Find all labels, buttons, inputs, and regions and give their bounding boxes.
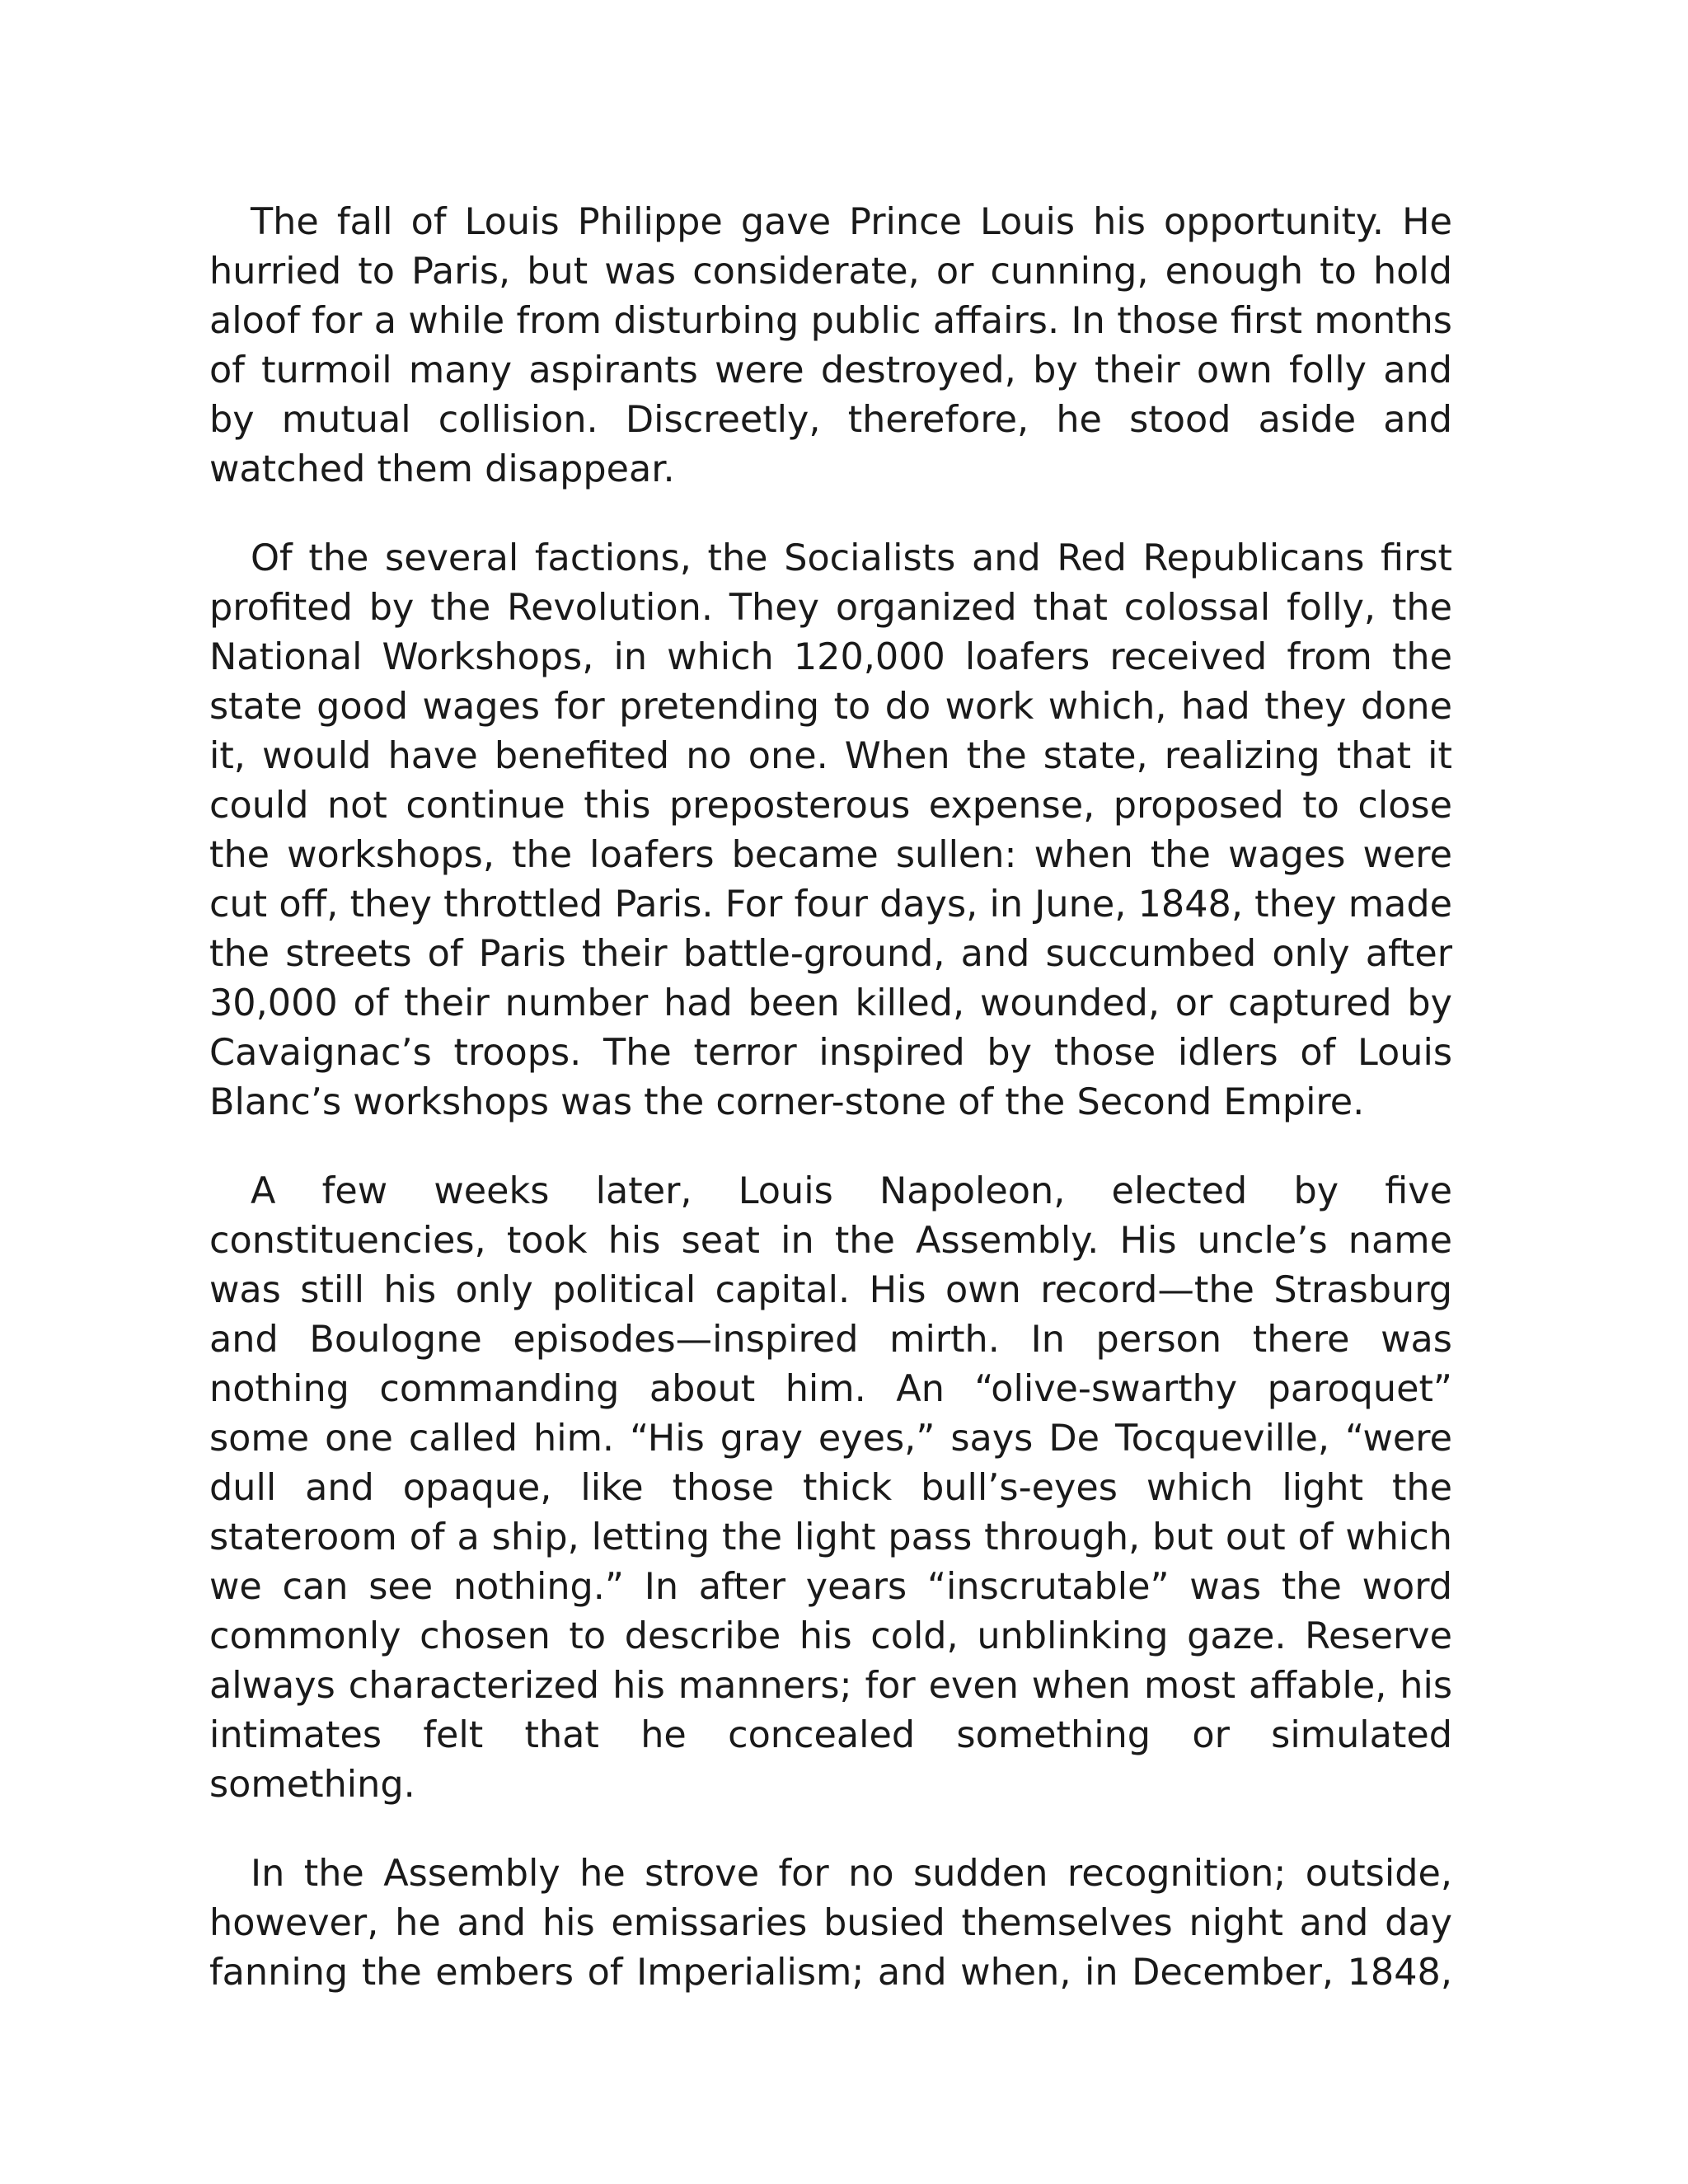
paragraph-3: A few weeks later, Louis Napoleon, elected by five constituencies, took his seat in the Assembly. His uncle’s name was still his only political capital. His own record—the Strasburg and Boulogne episodes—inspired mirth. In person there was nothing commanding about him. An “olive-swarthy paroquet” some one called him. “His gray eyes,” says De Tocqueville, “were dull and opaque, like those thick bull’s-eyes which light the stateroom of a ship, letting the light pass through, but out of which we can see nothing.” In after years “inscrutable” was the word commonly chosen to describe his cold, unblinking gaze. Reserve always characterized his manners; for even when most affable, his intimates felt that he concealed something or simulated something. [209, 1170, 1452, 1806]
paragraph-4: In the Assembly he strove for no sudden recognition; outside, however, he and his emissaries busied themselves night and day fanning the embers of Imperialism; and when, in December, 1848, [209, 1853, 1452, 1994]
paragraph-1: The fall of Louis Philippe gave Prince Louis his opportunity. He hurried to Paris, but was considerate, or cunning, enough to hold aloof for a while from disturbing public affairs. In those first months of turmoil many aspirants were destroyed, by their own folly and by mutual collision. Discreetly, therefore, he stood aside and watched them disappear. [209, 201, 1452, 490]
page-body [209, 198, 1452, 1998]
paragraph-2: Of the several factions, the Socialists and Red Republicans first profited by the Revolution. They organized that colossal folly, the National Workshops, in which 120,000 loafers received from the state good wages for pretending to do work which, had they done it, would have benefited no one. When the state, realizing that it could not continue this preposterous expense, proposed to close the workshops, the loafers became sullen: when the wages were cut off, they throttled Paris. For four days, in June, 1848, they made the streets of Paris their battle-ground, and succumbed only after 30,000 of their number had been killed, wounded, or captured by Cavaignac’s troops. The terror inspired by those idlers of Louis Blanc’s workshops was the corner-stone of the Second Empire. [209, 537, 1452, 1123]
